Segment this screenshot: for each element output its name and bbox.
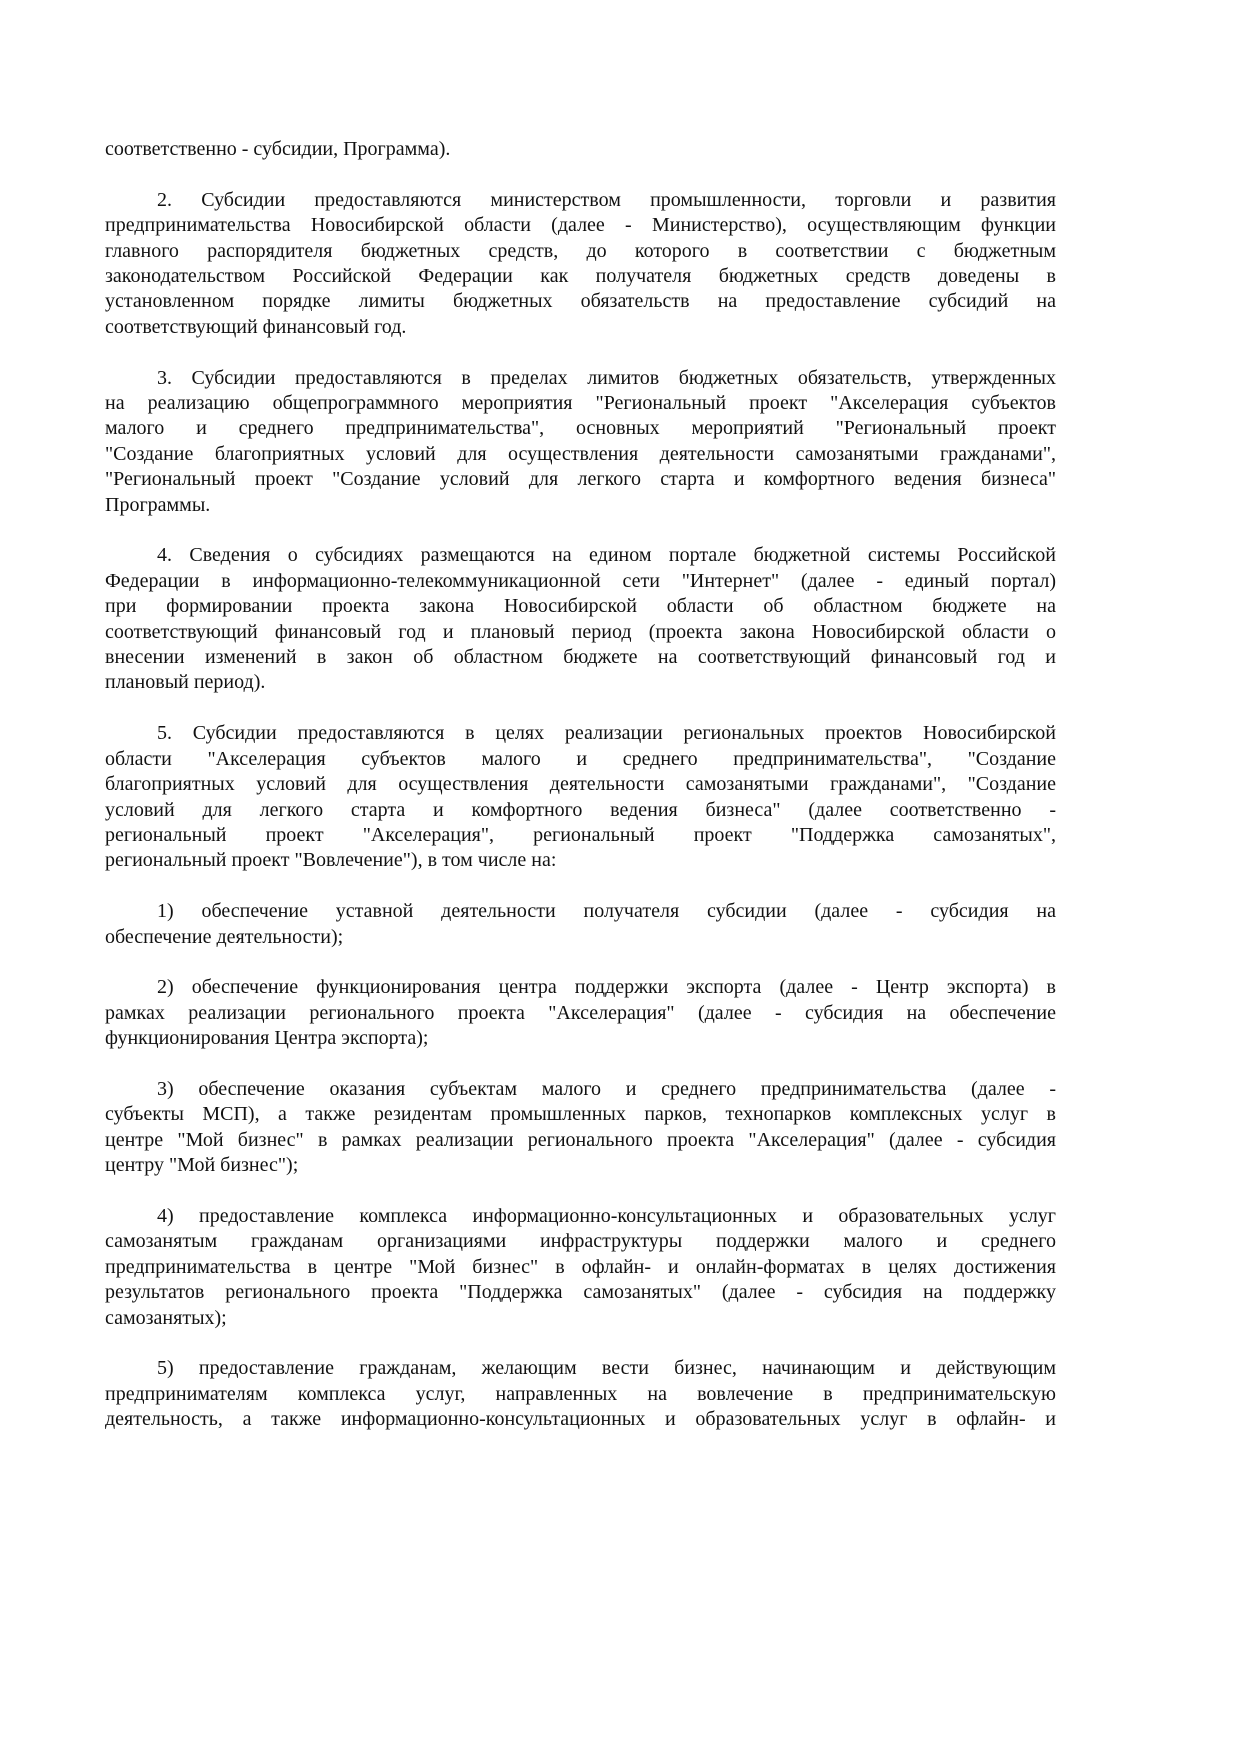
text-line: центре "Мой бизнес" в рамках реализации регионального проекта "Акселерация" (далее - субсидия — [105, 1128, 1056, 1151]
text-line: функционирования Центра экспорта); — [105, 1027, 429, 1050]
text-line: 3) обеспечение оказания субъектам малого и среднего предпринимательства (далее - — [157, 1077, 1056, 1100]
text-line: обеспечение деятельности); — [105, 925, 344, 948]
text-line: условий для легкого старта и комфортного ведения бизнеса" (далее соответственно - — [105, 798, 1056, 821]
text-line: благоприятных условий для осуществления деятельности самозанятыми гражданами", "Создание — [105, 773, 1056, 796]
text-line: предпринимательства в центре "Мой бизнес" в офлайн- и онлайн-форматах в целях достижения — [105, 1255, 1056, 1278]
paragraph — [105, 137, 1056, 162]
text-line: при формировании проекта закона Новосибирской области об областном бюджете на — [105, 595, 1056, 618]
text-line: на реализацию общепрограммного мероприятия "Региональный проект "Акселерация субъектов — [105, 392, 1056, 415]
text-line: области "Акселерация субъектов малого и среднего предпринимательства", "Создание — [105, 747, 1056, 770]
text-line: плановый период). — [105, 671, 266, 694]
paragraph — [105, 366, 1056, 518]
text-line: соответствующий финансовый год и плановый период (проекта закона Новосибирской области о — [105, 620, 1056, 643]
paragraph — [105, 721, 1056, 873]
text-line: установленном порядке лимиты бюджетных обязательств на предоставление субсидий на — [105, 290, 1056, 313]
text-line: региональный проект "Вовлечение"), в том числе на: — [105, 849, 557, 872]
text-line: 5) предоставление гражданам, желающим вести бизнес, начинающим и действующим — [157, 1357, 1056, 1380]
text-line: соответственно - субсидии, Программа). — [105, 138, 451, 160]
text-line: главного распорядителя бюджетных средств, до которого в соответствии с бюджетным — [105, 239, 1056, 262]
text-line: Программы. — [105, 493, 211, 516]
text-line: результатов регионального проекта "Поддержка самозанятых" (далее - субсидия на поддержку — [105, 1281, 1056, 1304]
text-line: Федерации в информационно-телекоммуникационной сети "Интернет" (далее - единый портал) — [105, 569, 1056, 592]
text-line: деятельность, а также информационно-консультационных и образовательных услуг в офлайн- и — [105, 1408, 1056, 1431]
paragraph — [105, 899, 1056, 950]
text-line: соответствующий финансовый год. — [105, 315, 407, 338]
paragraph — [105, 1356, 1056, 1432]
paragraph — [105, 1204, 1056, 1331]
text-line: 5. Субсидии предоставляются в целях реализации региональных проектов Новосибирской — [157, 722, 1056, 745]
paragraph — [105, 1077, 1056, 1179]
text-line: самозанятых); — [105, 1306, 227, 1329]
document-page — [105, 137, 1056, 1458]
text-line: 4) предоставление комплекса информационно-консультационных и образовательных услуг — [157, 1204, 1056, 1227]
text-line: субъекты МСП), а также резидентам промышленных парков, технопарков комплексных услуг в — [105, 1103, 1056, 1126]
text-line: 2) обеспечение функционирования центра поддержки экспорта (далее - Центр экспорта) в — [157, 976, 1056, 999]
text-line: "Создание благоприятных условий для осуществления деятельности самозанятыми гражданами", — [105, 442, 1056, 465]
text-line: 3. Субсидии предоставляются в пределах лимитов бюджетных обязательств, утвержденных — [157, 366, 1056, 389]
paragraph — [105, 188, 1056, 340]
text-line: центру "Мой бизнес"); — [105, 1154, 299, 1177]
text-line: внесении изменений в закон об областном бюджете на соответствующий финансовый год и — [105, 646, 1056, 669]
text-line: "Региональный проект "Создание условий для легкого старта и комфортного ведения бизнеса" — [105, 468, 1056, 491]
text-line: малого и среднего предпринимательства", основных мероприятий "Региональный проект — [105, 417, 1056, 440]
text-line: рамках реализации регионального проекта "Акселерация" (далее - субсидия на обеспечение — [105, 1001, 1056, 1024]
text-line: предпринимателям комплекса услуг, направленных на вовлечение в предпринимательскую — [105, 1382, 1056, 1405]
text-line: предпринимательства Новосибирской области (далее - Министерство), осуществляющим функции — [105, 214, 1056, 237]
paragraph — [105, 975, 1056, 1051]
text-line: самозанятым гражданам организациями инфраструктуры поддержки малого и среднего — [105, 1230, 1056, 1253]
text-line: 2. Субсидии предоставляются министерством промышленности, торговли и развития — [157, 188, 1056, 211]
text-line: 1) обеспечение уставной деятельности получателя субсидии (далее - субсидия на — [157, 900, 1056, 923]
text-line: 4. Сведения о субсидиях размещаются на едином портале бюджетной системы Российской — [157, 544, 1056, 567]
text-line: региональный проект "Акселерация", региональный проект "Поддержка самозанятых", — [105, 823, 1056, 846]
text-line: законодательством Российской Федерации как получателя бюджетных средств доведены в — [105, 265, 1056, 288]
paragraph — [105, 543, 1056, 695]
